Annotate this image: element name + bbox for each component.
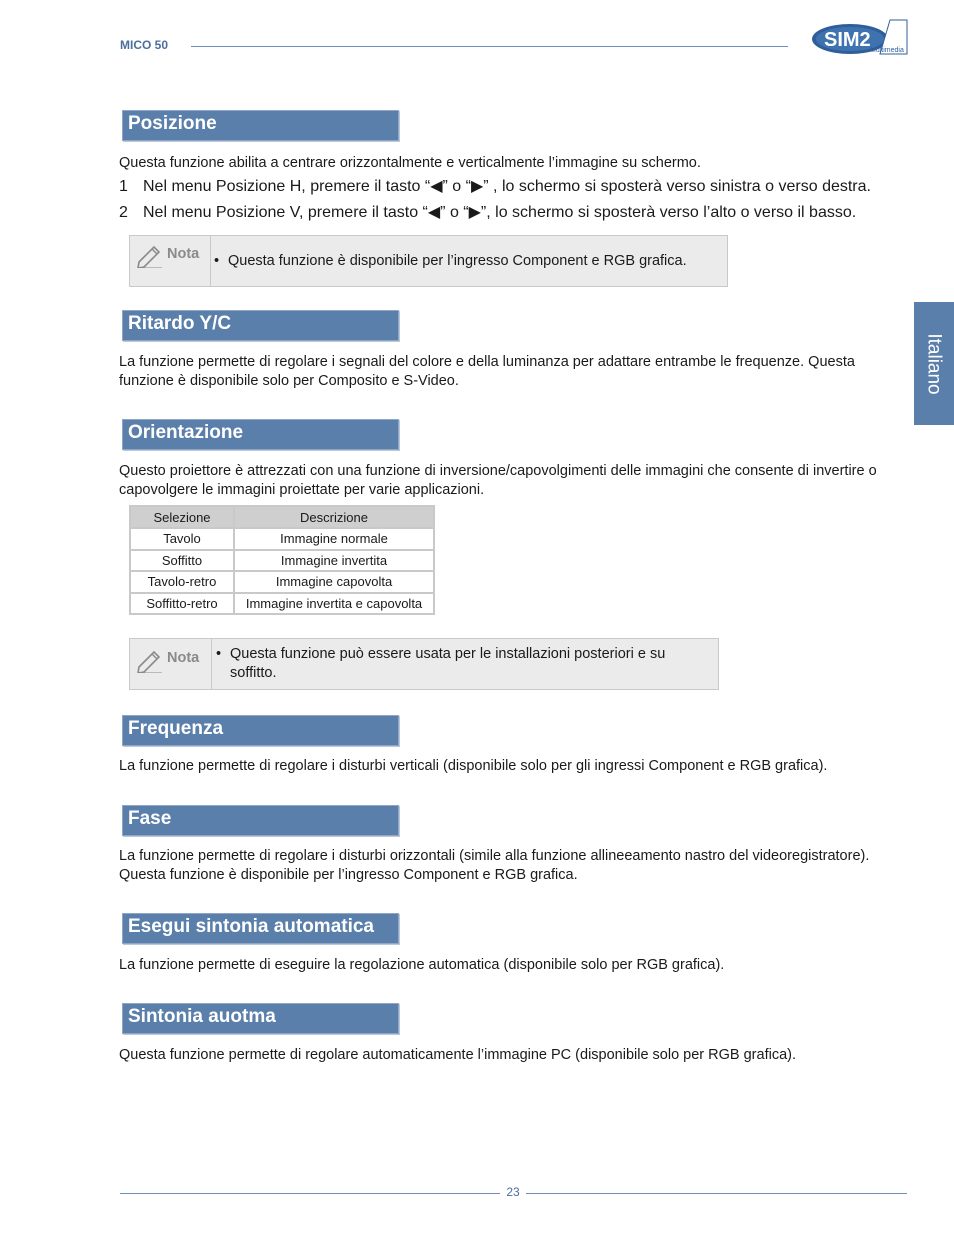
esegui-text: La funzione permette di eseguire la regolazione automatica (disponibile solo per RGB grafica). [119, 957, 725, 973]
note-text: • Questa funzione può essere usata per le installazioni posteriori e su soffitto. [216, 646, 666, 681]
logo-text: SIM2 [824, 29, 871, 51]
section-heading-frequenza [122, 715, 399, 746]
table-cell: Soffitto [130, 550, 234, 572]
footer-rule-left [120, 1193, 500, 1194]
orientation-table [129, 505, 435, 615]
section-title: Sintonia auotma [128, 1006, 276, 1027]
table-cell: Immagine invertita e capovolta [234, 593, 434, 615]
section-heading-esegui [122, 913, 399, 944]
table-row [130, 571, 434, 593]
step-number: 1 [119, 178, 128, 195]
table-cell: Soffitto-retro [130, 593, 234, 615]
note-text: • Questa funzione è disponibile per l’ingresso Component e RGB grafica. [214, 253, 687, 269]
document-title: MICO 50 [120, 38, 169, 52]
table-row [130, 528, 434, 550]
table-cell: Immagine capovolta [234, 571, 434, 593]
section-heading-sintonia [122, 1003, 399, 1034]
note-box-posizione [129, 235, 728, 287]
brand-logo [810, 14, 910, 58]
note-label-cell [130, 639, 212, 689]
footer-rule-right [526, 1193, 907, 1194]
note-label-cell [130, 236, 211, 286]
posizione-step-1 [119, 177, 871, 197]
table-cell: Tavolo-retro [130, 571, 234, 593]
table-cell: Immagine normale [234, 528, 434, 550]
table-header: Selezione [130, 506, 234, 528]
section-heading-orientazione [122, 419, 399, 450]
table-row [130, 550, 434, 572]
orientazione-text: Questo proiettore è attrezzati con una funzione di inversione/capovolgimenti delle immagini che consente di invertire o capovolgere le immagini proiettate per varie applicazioni. [119, 463, 877, 498]
section-heading-posizione [122, 110, 399, 141]
step-number: 2 [119, 204, 128, 221]
section-heading-fase [122, 805, 399, 836]
pencil-icon [136, 242, 164, 268]
logo-subtext: Multimedia [870, 47, 904, 54]
section-title: Orientazione [128, 422, 244, 443]
section-title: Esegui sintonia automatica [128, 916, 374, 937]
table-cell: Immagine invertita [234, 550, 434, 572]
language-tab-label: Italiano [924, 332, 945, 395]
table-header-row [130, 506, 434, 528]
language-tab[interactable] [914, 302, 954, 425]
note-box-orientazione [129, 638, 719, 690]
section-title: Posizione [128, 113, 217, 134]
note-label: Nota [167, 246, 200, 262]
page-number: 23 [506, 1185, 520, 1199]
section-title: Fase [128, 808, 172, 829]
section-title: Ritardo Y/C [128, 313, 232, 334]
ritardo-text: La funzione permette di regolare i segnali del colore e della luminanza per adattare entrambe le frequenze. Questa funzione è disponibile solo per Composito e S-Video. [119, 354, 855, 389]
pencil-icon [136, 647, 164, 673]
posizione-step-2 [119, 203, 856, 223]
table-header: Descrizione [234, 506, 434, 528]
step-text: Nel menu Posizione H, premere il tasto “◀” o “▶” , lo schermo si sposterà verso sinistra o verso destra. [143, 178, 871, 195]
fase-text: La funzione permette di regolare i disturbi orizzontali (simile alla funzione allineeamento nastro del videoregistratore). Questa funzione è disponibile per l’ingresso Component e RGB grafica. [119, 848, 870, 883]
sintonia-text: Questa funzione permette di regolare automaticamente l’immagine PC (disponibile solo per RGB grafica). [119, 1047, 796, 1063]
frequenza-text: La funzione permette di regolare i disturbi verticali (disponibile solo per gli ingressi Component e RGB grafica). [119, 758, 828, 774]
posizione-intro: Questa funzione abilita a centrare orizzontalmente e verticalmente l’immagine su schermo. [119, 155, 701, 171]
table-cell: Tavolo [130, 528, 234, 550]
step-text: Nel menu Posizione V, premere il tasto “◀” o “▶”, lo schermo si sposterà verso l’alto o verso il basso. [143, 204, 857, 221]
note-label: Nota [167, 650, 200, 666]
table-row [130, 593, 434, 615]
header-rule [191, 46, 788, 47]
section-title: Frequenza [128, 718, 224, 739]
section-heading-ritardo [122, 310, 399, 341]
